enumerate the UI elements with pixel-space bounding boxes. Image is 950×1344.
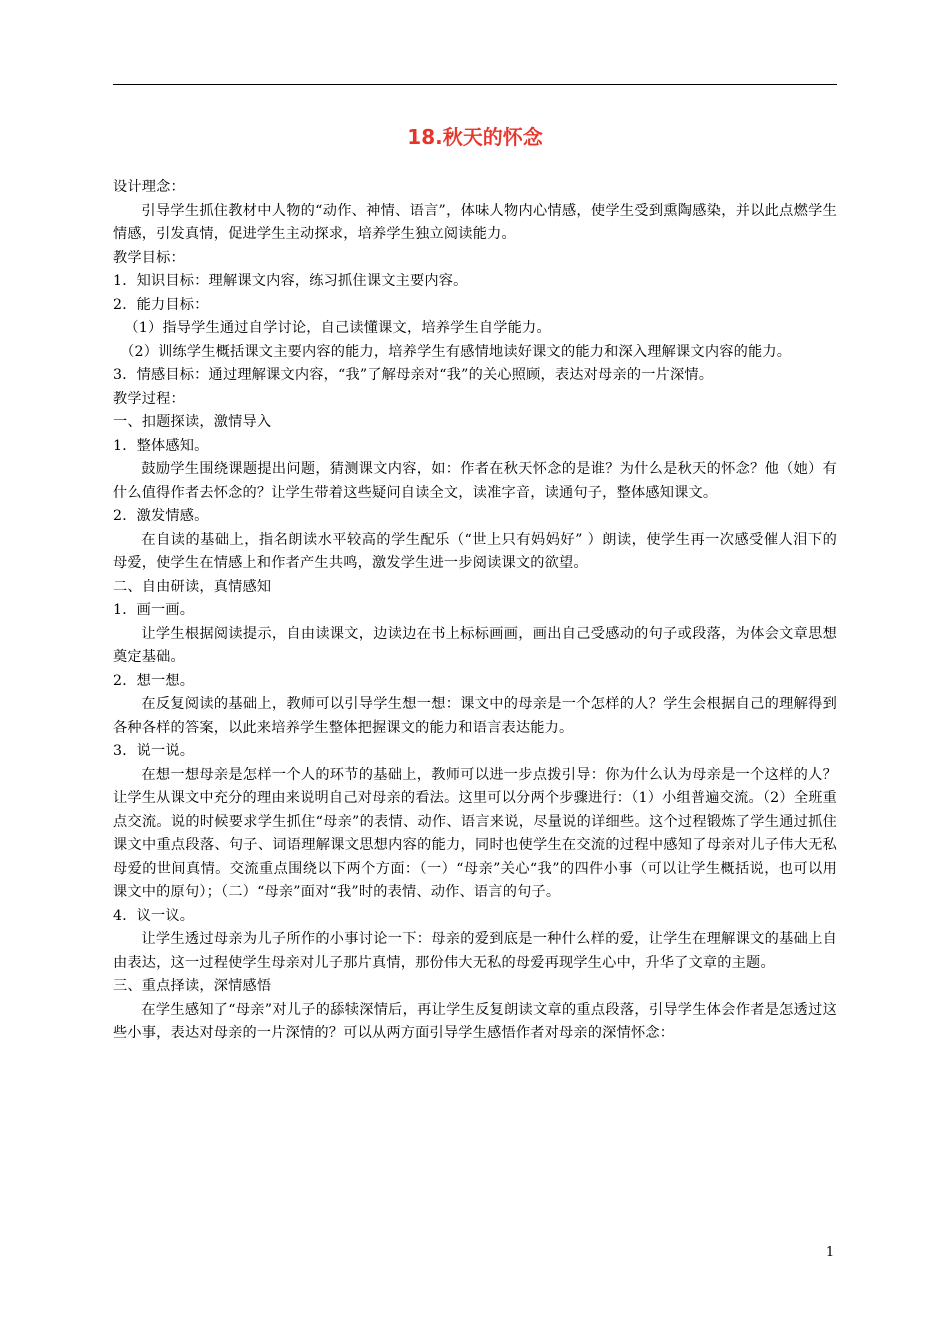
header-rule (113, 84, 837, 85)
paragraph: 让学生根据阅读提示，自由读课文，边读边在书上标标画画，画出自己受感动的句子或段落，为体会文章思想奠定基础。 (113, 625, 837, 665)
paragraph: 2．能力目标： (113, 296, 209, 313)
document-body (113, 176, 837, 1046)
paragraph: 1．画一画。 (113, 602, 195, 618)
paragraph: 教学目标： (113, 249, 185, 266)
paragraph: 2．激发情感。 (113, 508, 209, 524)
paragraph: 在反复阅读的基础上，教师可以引导学生想一想：课文中的母亲是一个怎样的人？学生会根据自己的理解得到各种各样的答案，以此来培养学生整体把握课文的能力和语言表达能力。 (113, 696, 837, 736)
paragraph: 一、扣题探读，激情导入 (113, 414, 272, 430)
paragraph: 三、重点择读，深情感悟 (113, 978, 272, 994)
paragraph: 设计理念： (113, 179, 185, 195)
paragraph: 鼓励学生围绕课题提出问题，猜测课文内容，如：作者在秋天怀念的是谁？为什么是秋天的怀念？他（她）有什么值得作者去怀念的？让学生带着这些疑问自读全文，读准字音，读通句子，整体感知课文。 (113, 461, 837, 501)
paragraph: 1．知识目标：理解课文内容，练习抓住课文主要内容。 (113, 273, 468, 289)
paragraph: 二、自由研读，真情感知 (113, 578, 272, 595)
paragraph: 教学过程： (113, 390, 185, 407)
paragraph: 让学生透过母亲为儿子所作的小事讨论一下：母亲的爱到底是一种什么样的爱，让学生在理解课文的基础上自由表达，这一过程使学生母亲对儿子那片真情，那份伟大无私的母爱再现学生心中，升华了文章的主题。 (113, 931, 837, 971)
paragraph: （2）训练学生概括课文主要内容的能力，培养学生有感情地读好课文的能力和深入理解课文内容的能力。 (120, 343, 792, 360)
page-number: 1 (825, 1245, 835, 1260)
paragraph: 1．整体感知。 (113, 437, 209, 454)
paragraph: 4．议一议。 (113, 907, 195, 924)
paragraph: 引导学生抓住教材中人物的“动作、神情、语言”，体味人物内心情感，使学生受到熏陶感染，并以此点燃学生情感，引发真情，促进学生主动探求，培养学生独立阅读能力。 (113, 202, 837, 242)
paragraph: 3．情感目标：通过理解课文内容，“我”了解母亲对“我”的关心照顾，表达对母亲的一片深情。 (113, 367, 714, 383)
paragraph: 3．说一说。 (113, 743, 195, 759)
paragraph: 在想一想母亲是怎样一个人的环节的基础上，教师可以进一步点拨引导：你为什么认为母亲是一个这样的人？让学生从课文中充分的理由来说明自己对母亲的看法。这里可以分两个步骤进行：（1）小组普遍交流。（2）全班重点交流。说的时候要求学生抓住“母亲”的表情、动作、语言来说，尽量说的详细些。这个过程锻炼了学生通过抓住课文中重点段落、句子、词语理解课文思想内容的能力，同时也使学生在交流的过程中感知了母亲对儿子伟大无私母爱的世间真情。交流重点围绕以下两个方面：（一）“母亲”关心“我”的四件小事（可以让学生概括说，也可以用课文中的原句）；（二）“母亲”面对“我”时的表情、动作、语言的句子。 (113, 766, 837, 900)
paragraph: 在自读的基础上，指名朗读水平较高的学生配乐（“世上只有妈妈好” ）朗读，使学生再一次感受催人泪下的母爱，使学生在情感上和作者产生共鸣，激发学生进一步阅读课文的欲望。 (113, 531, 837, 571)
paragraph: 2．想一想。 (113, 672, 195, 689)
paragraph: （1）指导学生通过自学讨论，自己读懂课文，培养学生自学能力。 (124, 320, 551, 336)
document-title: 18.秋天的怀念 (407, 125, 543, 149)
paragraph: 在学生感知了“母亲”对儿子的舔犊深情后，再让学生反复朗读文章的重点段落，引导学生体会作者是怎透过这些小事，表达对母亲的一片深情的？可以从两方面引导学生感悟作者对母亲的深情怀念： (113, 1001, 837, 1041)
